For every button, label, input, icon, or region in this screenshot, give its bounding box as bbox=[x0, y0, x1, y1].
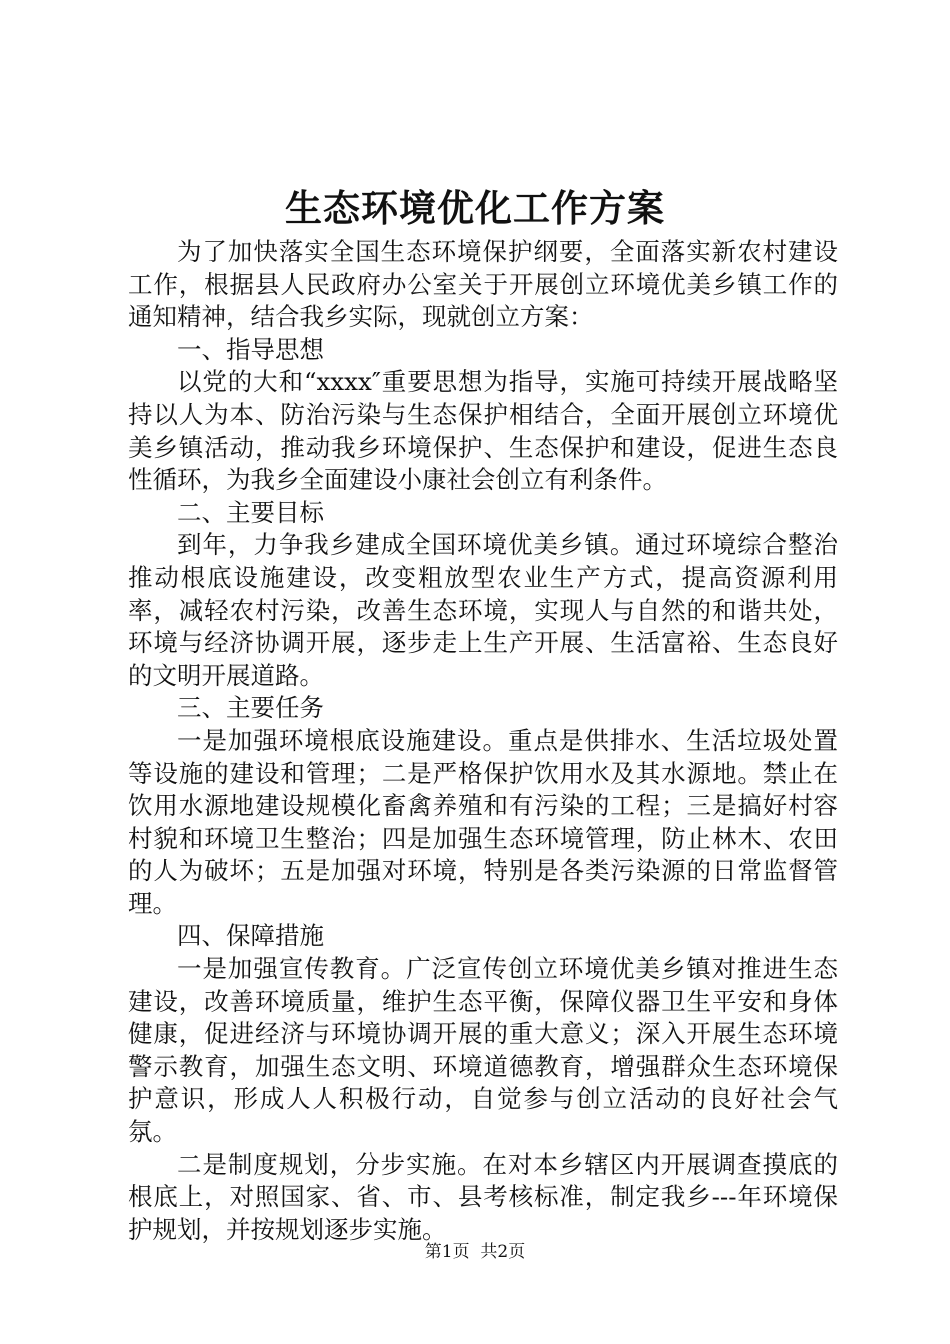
main-goals-paragraph: 到年，力争我乡建成全国环境优美乡镇。通过环境综合整治推动根底设施建设，改变粗放型农业生产方式，提高资源利用率，减轻农村污染，改善生态环境，实现人与自然的和谐共处，环境与经济协调开展，逐步走上生产开展、生活富裕、生态良好的文明开展道路。 bbox=[128, 530, 838, 690]
section-heading-safeguards: 四、保障措施 bbox=[177, 921, 324, 951]
page-number-current: 第1页 bbox=[424, 1242, 470, 1262]
safeguards-paragraph-1: 一是加强宣传教育。广泛宣传创立环境优美乡镇对推进生态建设，改善环境质量，维护生态平衡，保障仪器卫生平安和身体健康，促进经济与环境协调开展的重大意义；深入开展生态环境警示教育，加强生态文明、环境道德教育，增强群众生态环境保护意识，形成人人积极行动，自觉参与创立活动的良好社会气氛。 bbox=[128, 954, 838, 1147]
section-heading-main-goals: 二、主要目标 bbox=[177, 497, 324, 527]
main-tasks-paragraph: 一是加强环境根底设施建设。重点是供排水、生活垃圾处置等设施的建设和管理；二是严格保护饮用水及其水源地。禁止在饮用水源地建设规模化畜禽养殖和有污染的工程；三是搞好村容村貌和环境卫生整治；四是加强生态环境管理，防止林木、农田的人为破坏；五是加强对环境，特别是各类污染源的日常监督管理。 bbox=[128, 725, 838, 918]
document-body bbox=[128, 236, 838, 1246]
page-footer bbox=[0, 1240, 950, 1264]
safeguards-paragraph-2: 二是制度规划，分步实施。在对本乡辖区内开展调查摸底的根底上，对照国家、省、市、县考核标准，制定我乡---年环境保护规划，并按规划逐步实施。 bbox=[128, 1149, 838, 1244]
section-heading-guiding-thought: 一、指导思想 bbox=[177, 334, 324, 364]
page-number-total: 共2页 bbox=[480, 1242, 526, 1262]
document-title: 生态环境优化工作方案 bbox=[285, 186, 665, 230]
intro-paragraph: 为了加快落实全国生态环境保护纲要，全面落实新农村建设工作，根据县人民政府办公室关于开展创立环境优美乡镇工作的通知精神，结合我乡实际，现就创立方案： bbox=[128, 237, 838, 332]
guiding-thought-paragraph: 以党的大和“xxxx″重要思想为指导，实施可持续开展战略坚持以人为本、防治污染与生态保护相结合，全面开展创立环境优美乡镇活动，推动我乡环境保护、生态保护和建设，促进生态良性循环，为我乡全面建设小康社会创立有利条件。 bbox=[128, 367, 838, 495]
section-heading-main-tasks: 三、主要任务 bbox=[177, 693, 324, 723]
